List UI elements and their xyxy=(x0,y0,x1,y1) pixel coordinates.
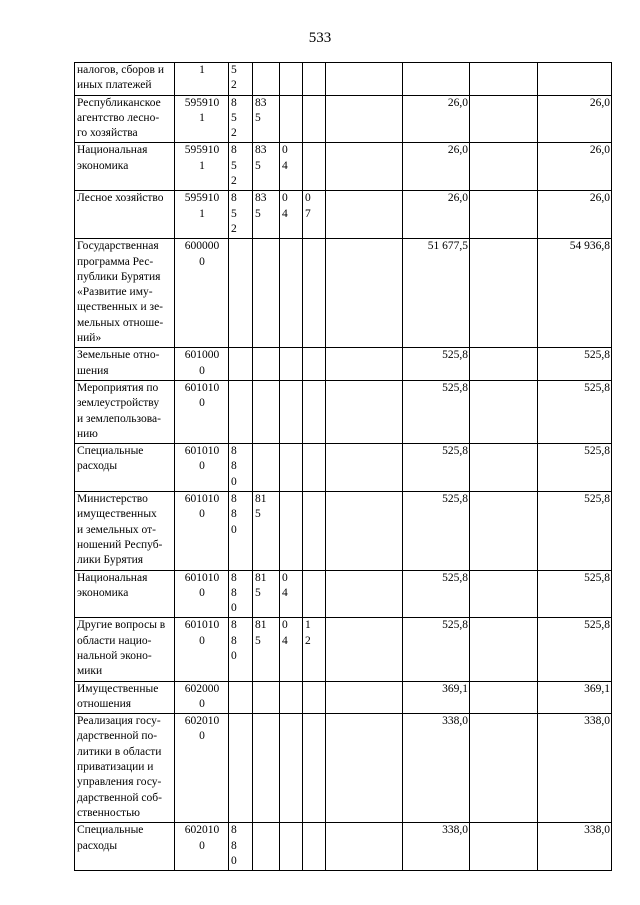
row-amount-2015-cell: 525,8 xyxy=(403,444,470,492)
row-amount-2015-cell: 525,8 xyxy=(403,570,470,618)
row-grbs-cell: 83 5 xyxy=(253,95,280,143)
row-type-cell xyxy=(229,380,253,443)
row-name-cell: Другие вопросы в области нацио- нальной эконо- мики xyxy=(75,618,175,681)
row-amount-2016-cell: 369,1 xyxy=(538,681,612,714)
row-amount-2015-cell xyxy=(403,63,470,96)
row-empty-cell xyxy=(470,239,538,348)
row-type-cell: 8 8 0 xyxy=(229,618,253,681)
row-empty-cell xyxy=(326,191,403,239)
row-type-cell xyxy=(229,681,253,714)
row-empty-cell xyxy=(470,681,538,714)
row-grbs-cell: 81 5 xyxy=(253,570,280,618)
row-amount-2016-cell: 338,0 xyxy=(538,714,612,823)
row-subsection-cell xyxy=(303,492,326,570)
row-name-cell: Государственная программа Рес- публики Бурятия «Развитие иму- щественных и зе- мельных отноше- ний» xyxy=(75,239,175,348)
row-grbs-cell xyxy=(253,348,280,381)
row-grbs-cell: 81 5 xyxy=(253,618,280,681)
row-amount-2015-cell: 369,1 xyxy=(403,681,470,714)
row-amount-2015-cell: 525,8 xyxy=(403,348,470,381)
page-number: 533 xyxy=(308,30,332,46)
row-subsection-cell: 0 7 xyxy=(303,191,326,239)
row-type-cell xyxy=(229,239,253,348)
row-grbs-cell: 81 5 xyxy=(253,492,280,570)
table-row xyxy=(75,618,612,681)
row-code-cell: 1 xyxy=(175,63,229,96)
row-empty-cell xyxy=(326,348,403,381)
row-empty-cell xyxy=(470,823,538,871)
row-empty-cell xyxy=(326,492,403,570)
row-empty-cell xyxy=(326,714,403,823)
row-empty-cell xyxy=(326,618,403,681)
table-row xyxy=(75,143,612,191)
row-section-cell xyxy=(280,823,303,871)
row-amount-2015-cell: 525,8 xyxy=(403,618,470,681)
row-empty-cell xyxy=(470,95,538,143)
row-empty-cell xyxy=(326,63,403,96)
row-code-cell: 602010 0 xyxy=(175,823,229,871)
row-grbs-cell xyxy=(253,823,280,871)
row-subsection-cell xyxy=(303,570,326,618)
table-body xyxy=(75,63,612,871)
row-empty-cell xyxy=(326,380,403,443)
table-row xyxy=(75,348,612,381)
row-name-cell: налогов, сборов и иных платежей xyxy=(75,63,175,96)
row-grbs-cell xyxy=(253,681,280,714)
row-section-cell xyxy=(280,681,303,714)
row-grbs-cell xyxy=(253,239,280,348)
row-amount-2015-cell: 525,8 xyxy=(403,380,470,443)
row-empty-cell xyxy=(470,191,538,239)
row-section-cell: 0 4 xyxy=(280,143,303,191)
row-grbs-cell xyxy=(253,714,280,823)
row-amount-2016-cell: 525,8 xyxy=(538,348,612,381)
row-section-cell xyxy=(280,348,303,381)
row-amount-2015-cell: 525,8 xyxy=(403,492,470,570)
row-subsection-cell xyxy=(303,348,326,381)
row-amount-2015-cell: 26,0 xyxy=(403,191,470,239)
row-type-cell: 8 8 0 xyxy=(229,444,253,492)
row-amount-2016-cell: 525,8 xyxy=(538,618,612,681)
row-amount-2016-cell: 525,8 xyxy=(538,444,612,492)
row-type-cell: 8 5 2 xyxy=(229,95,253,143)
table-row xyxy=(75,380,612,443)
row-code-cell: 601010 0 xyxy=(175,444,229,492)
row-amount-2016-cell: 54 936,8 xyxy=(538,239,612,348)
row-amount-2016-cell: 26,0 xyxy=(538,191,612,239)
row-name-cell: Республиканское агентство лесно- го хозяйства xyxy=(75,95,175,143)
row-code-cell: 601000 0 xyxy=(175,348,229,381)
row-code-cell: 602000 0 xyxy=(175,681,229,714)
table-row xyxy=(75,681,612,714)
row-empty-cell xyxy=(470,444,538,492)
row-section-cell xyxy=(280,714,303,823)
row-section-cell xyxy=(280,444,303,492)
row-subsection-cell xyxy=(303,681,326,714)
row-type-cell: 8 5 2 xyxy=(229,191,253,239)
row-empty-cell xyxy=(470,143,538,191)
row-empty-cell xyxy=(326,570,403,618)
row-amount-2015-cell: 26,0 xyxy=(403,95,470,143)
row-amount-2015-cell: 338,0 xyxy=(403,714,470,823)
row-type-cell: 8 8 0 xyxy=(229,570,253,618)
row-subsection-cell xyxy=(303,63,326,96)
row-amount-2015-cell: 51 677,5 xyxy=(403,239,470,348)
row-name-cell: Лесное хозяйство xyxy=(75,191,175,239)
row-empty-cell xyxy=(326,823,403,871)
row-section-cell: 0 4 xyxy=(280,618,303,681)
table-row xyxy=(75,63,612,96)
row-grbs-cell xyxy=(253,63,280,96)
row-amount-2016-cell: 26,0 xyxy=(538,143,612,191)
table-row xyxy=(75,444,612,492)
row-empty-cell xyxy=(326,143,403,191)
row-empty-cell xyxy=(470,348,538,381)
row-section-cell xyxy=(280,63,303,96)
row-amount-2016-cell: 26,0 xyxy=(538,95,612,143)
row-empty-cell xyxy=(470,570,538,618)
row-section-cell: 0 4 xyxy=(280,570,303,618)
table-row xyxy=(75,823,612,871)
row-empty-cell xyxy=(470,63,538,96)
row-section-cell xyxy=(280,95,303,143)
table-row xyxy=(75,95,612,143)
row-section-cell xyxy=(280,239,303,348)
row-subsection-cell xyxy=(303,823,326,871)
table-row xyxy=(75,239,612,348)
row-empty-cell xyxy=(470,380,538,443)
row-subsection-cell xyxy=(303,95,326,143)
row-type-cell xyxy=(229,714,253,823)
row-name-cell: Земельные отно- шения xyxy=(75,348,175,381)
row-code-cell: 601010 0 xyxy=(175,380,229,443)
row-empty-cell xyxy=(326,95,403,143)
row-code-cell: 595910 1 xyxy=(175,191,229,239)
row-empty-cell xyxy=(326,444,403,492)
row-type-cell: 8 8 0 xyxy=(229,823,253,871)
row-name-cell: Национальная экономика xyxy=(75,143,175,191)
row-name-cell: Специальные расходы xyxy=(75,823,175,871)
row-code-cell: 595910 1 xyxy=(175,143,229,191)
row-grbs-cell xyxy=(253,444,280,492)
row-subsection-cell xyxy=(303,239,326,348)
row-code-cell: 602010 0 xyxy=(175,714,229,823)
row-amount-2016-cell: 525,8 xyxy=(538,380,612,443)
row-subsection-cell xyxy=(303,380,326,443)
row-type-cell: 8 8 0 xyxy=(229,492,253,570)
row-section-cell xyxy=(280,492,303,570)
row-empty-cell xyxy=(470,714,538,823)
row-amount-2015-cell: 26,0 xyxy=(403,143,470,191)
row-code-cell: 601010 0 xyxy=(175,618,229,681)
row-type-cell: 8 5 2 xyxy=(229,143,253,191)
row-name-cell: Министерство имущественных и земельных от- ношений Респуб- лики Бурятия xyxy=(75,492,175,570)
row-subsection-cell: 1 2 xyxy=(303,618,326,681)
row-grbs-cell: 83 5 xyxy=(253,191,280,239)
row-type-cell: 5 2 xyxy=(229,63,253,96)
row-amount-2016-cell: 338,0 xyxy=(538,823,612,871)
row-name-cell: Имущественные отношения xyxy=(75,681,175,714)
row-amount-2016-cell xyxy=(538,63,612,96)
budget-table xyxy=(74,62,612,871)
row-empty-cell xyxy=(470,618,538,681)
row-subsection-cell xyxy=(303,143,326,191)
row-subsection-cell xyxy=(303,444,326,492)
row-section-cell: 0 4 xyxy=(280,191,303,239)
table-row xyxy=(75,492,612,570)
row-name-cell: Реализация госу- дарственной по- литики в области приватизации и управления госу- дарственной соб- ственностью xyxy=(75,714,175,823)
row-grbs-cell: 83 5 xyxy=(253,143,280,191)
row-empty-cell xyxy=(326,681,403,714)
row-name-cell: Национальная экономика xyxy=(75,570,175,618)
row-name-cell: Мероприятия по землеустройству и землепользова- нию xyxy=(75,380,175,443)
row-empty-cell xyxy=(470,492,538,570)
row-code-cell: 601010 0 xyxy=(175,570,229,618)
row-grbs-cell xyxy=(253,380,280,443)
row-name-cell: Специальные расходы xyxy=(75,444,175,492)
row-code-cell: 595910 1 xyxy=(175,95,229,143)
row-code-cell: 601010 0 xyxy=(175,492,229,570)
row-code-cell: 600000 0 xyxy=(175,239,229,348)
row-section-cell xyxy=(280,380,303,443)
row-amount-2016-cell: 525,8 xyxy=(538,492,612,570)
table-row xyxy=(75,191,612,239)
row-amount-2016-cell: 525,8 xyxy=(538,570,612,618)
row-type-cell xyxy=(229,348,253,381)
row-subsection-cell xyxy=(303,714,326,823)
row-empty-cell xyxy=(326,239,403,348)
row-amount-2015-cell: 338,0 xyxy=(403,823,470,871)
table-row xyxy=(75,570,612,618)
table-row xyxy=(75,714,612,823)
